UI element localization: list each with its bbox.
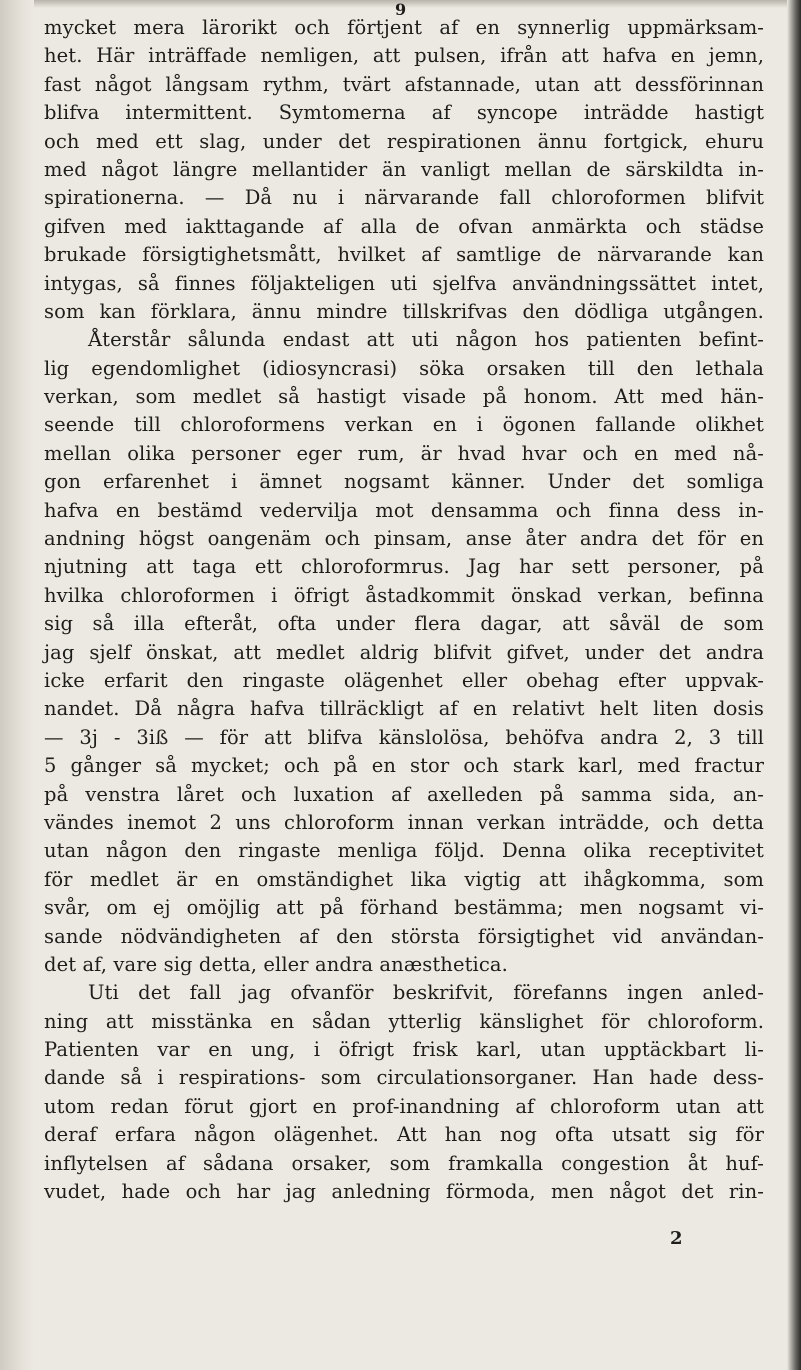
text-line: mellan olika personer eger rum, är hvad hvar och en med nå- bbox=[44, 441, 764, 465]
text-line: spirationerna. — Då nu i närvarande fall chloroformen blifvit bbox=[44, 186, 764, 210]
text-line: vändes inemot 2 uns chloroform innan verkan inträdde, och detta bbox=[44, 810, 764, 834]
text-line: för medlet är en omständighet lika vigtig att ihågkomma, som bbox=[44, 867, 764, 891]
text-line: Uti det fall jag ofvanför beskrifvit, förefanns ingen anled- bbox=[88, 981, 764, 1005]
text-line: det af, vare sig detta, eller andra anæsthetica. bbox=[44, 952, 508, 976]
text-line: som kan förklara, ännu mindre tillskrifvas den dödliga utgången. bbox=[44, 299, 764, 323]
text-line: och med ett slag, under det respirationen ännu fortgick, ehuru bbox=[44, 129, 764, 153]
text-line: 5 gånger så mycket; och på en stor och stark karl, med fractur bbox=[44, 754, 764, 778]
text-line: sande nödvändigheten af den största försigtighet vid användan- bbox=[44, 924, 764, 948]
text-line: på venstra låret och luxation af axelleden på samma sida, an- bbox=[44, 782, 764, 806]
text-line: hafva en bestämd vedervilja mot densamma och finna dess in- bbox=[44, 498, 764, 522]
text-line: gon erfarenhet i ämnet nogsamt känner. Under det somliga bbox=[44, 470, 764, 494]
text-line: nandet. Då några hafva tillräckligt af en relativt helt liten dosis bbox=[44, 697, 764, 721]
text-line: Patienten var en ung, i öfrigt frisk karl, utan upptäckbart li- bbox=[44, 1038, 764, 1062]
text-line: lig egendomlighet (idiosyncrasi) söka orsaken till den lethala bbox=[44, 356, 764, 380]
text-line: mycket mera lärorikt och förtjent af en synnerlig uppmärksam- bbox=[44, 16, 764, 39]
page-number-top: 9 bbox=[395, 0, 407, 19]
text-line: hvilka chloroformen i öfrigt åstadkommit önskad verkan, befinna bbox=[44, 583, 764, 607]
page-number-bottom: 2 bbox=[670, 1228, 683, 1249]
text-line: — 3j - 3iß — för att blifva känslolösa, behöfva andra 2, 3 till bbox=[44, 725, 764, 749]
text-line: verkan, som medlet så hastigt visade på honom. Att med hän- bbox=[44, 385, 764, 409]
text-line: jag sjelf önskat, att medlet aldrig blifvit gifvet, under det andra bbox=[44, 640, 764, 664]
text-line: njutning att taga ett chloroformrus. Jag har sett personer, på bbox=[44, 555, 764, 579]
text-line: gifven med iakttagande af alla de ofvan anmärkta och städse bbox=[44, 214, 764, 238]
text-line: dande så i respirations- som circulationsorganer. Han hade dess- bbox=[44, 1066, 764, 1090]
text-line: fast något långsam rythm, tvärt afstannade, utan att dessförinnan bbox=[44, 72, 764, 96]
text-line: Återstår sålunda endast att uti någon hos patienten befint- bbox=[88, 328, 764, 352]
text-line: med något längre mellantider än vanligt mellan de särskildta in- bbox=[44, 157, 764, 181]
text-line: inflytelsen af sådana orsaker, som framkalla congestion åt huf- bbox=[44, 1151, 764, 1175]
text-line: blifva intermittent. Symtomerna af syncope inträdde hastigt bbox=[44, 101, 764, 125]
text-line: vudet, hade och har jag anledning förmoda, men något det rin- bbox=[44, 1180, 764, 1204]
text-line: sig så illa efteråt, ofta under flera dagar, att såväl de som bbox=[44, 612, 764, 636]
text-line: utan någon den ringaste menliga följd. Denna olika receptivitet bbox=[44, 839, 764, 863]
page-right-edge bbox=[787, 0, 801, 1370]
text-line: brukade försigtighetsmått, hvilket af samtlige de närvarande kan bbox=[44, 243, 764, 267]
text-line: andning högst oangenäm och pinsam, anse åter andra det för en bbox=[44, 527, 764, 551]
text-line: seende till chloroformens verkan en i ögonen fallande olikhet bbox=[44, 413, 764, 437]
text-line: ning att misstänka en sådan ytterlig känslighet för chloroform. bbox=[44, 1009, 764, 1033]
text-line: deraf erfara någon olägenhet. Att han nog ofta utsatt sig för bbox=[44, 1123, 764, 1147]
text-line: svår, om ej omöjlig att på förhand bestämma; men nogsamt vi- bbox=[44, 896, 764, 920]
text-line: intygas, så finnes följakteligen uti sjelfva användningssättet intet, bbox=[44, 271, 764, 295]
body-text bbox=[44, 14, 764, 1206]
text-line: het. Här inträffade nemligen, att pulsen, ifrån att hafva en jemn, bbox=[44, 44, 764, 68]
book-spine-shadow bbox=[0, 0, 34, 1370]
text-line: utom redan förut gjort en prof-inandning af chloroform utan att bbox=[44, 1094, 764, 1118]
text-line: icke erfarit den ringaste olägenhet eller obehag efter uppvak- bbox=[44, 668, 764, 692]
